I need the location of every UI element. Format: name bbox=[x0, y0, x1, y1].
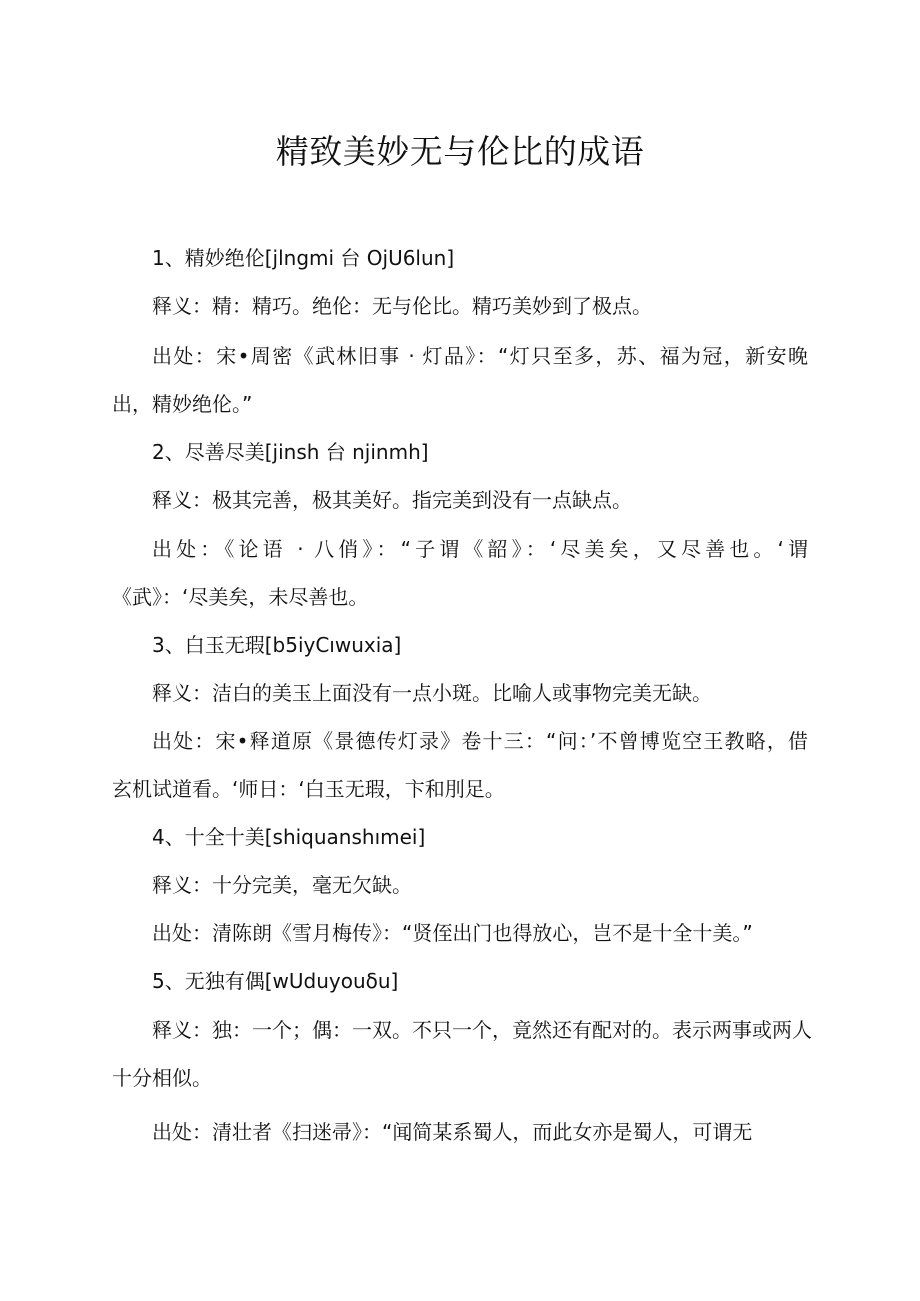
idiom-1-meaning: 释义：精：精巧。绝伦：无与伦比。精巧美妙到了极点。 bbox=[152, 294, 652, 318]
idiom-1-source: 出处：宋•周密《武林旧事 · 灯品》：“灯只至多，苏、福为冠，新安晚 bbox=[152, 344, 808, 368]
idiom-2-heading: 2、尽善尽美[jinsh 台 njinmh] bbox=[152, 440, 429, 464]
idiom-4-source: 出处：清陈朗《雪月梅传》：“贤侄出门也得放心，岂不是十全十美。” bbox=[152, 921, 753, 945]
idiom-5-meaning: 释义：独：一个；偶：一双。不只一个，竟然还有配对的。表示两事或两人 bbox=[152, 1018, 812, 1042]
idiom-1-heading: 1、精妙绝伦[jlngmi 台 OjU6lun] bbox=[152, 246, 455, 270]
idiom-2-meaning: 释义：极其完善，极其美好。指完美到没有一点缺点。 bbox=[152, 488, 632, 512]
idiom-5-heading: 5、无独有偶[wUduyouδu] bbox=[152, 969, 399, 993]
idiom-3-heading: 3、白玉无瑕[b5iyCıwuxia] bbox=[152, 633, 402, 657]
idiom-3-source-cont: 玄机试道看。‘师日：‘白玉无瑕，卞和刖足。 bbox=[112, 777, 505, 801]
idiom-5-meaning-cont: 十分相似。 bbox=[112, 1066, 212, 1090]
idiom-5-source: 出处：清壮者《扫迷帚》：“闻简某系蜀人，而此女亦是蜀人，可谓无 bbox=[152, 1120, 753, 1144]
idiom-4-meaning: 释义：十分完美，毫无欠缺。 bbox=[152, 873, 412, 897]
idiom-1-source-cont: 出，精妙绝伦。” bbox=[112, 392, 253, 416]
idiom-3-meaning: 释义：洁白的美玉上面没有一点小斑。比喻人或事物完美无缺。 bbox=[152, 681, 712, 705]
idiom-2-source-cont: 《武》：‘尽美矣，未尽善也。 bbox=[112, 585, 369, 609]
idiom-4-heading: 4、十全十美[shiquanshımei] bbox=[152, 825, 426, 849]
idiom-2-source: 出处：《论语 · 八俏》：“子谓《韶》：‘尽美矣，又尽善也。‘谓 bbox=[152, 537, 808, 561]
idiom-3-source: 出处：宋•释道原《景德传灯录》卷十三：“问：’不曾博览空王教略，借 bbox=[152, 729, 808, 753]
document-title: 精致美妙无与伦比的成语 bbox=[275, 132, 645, 171]
